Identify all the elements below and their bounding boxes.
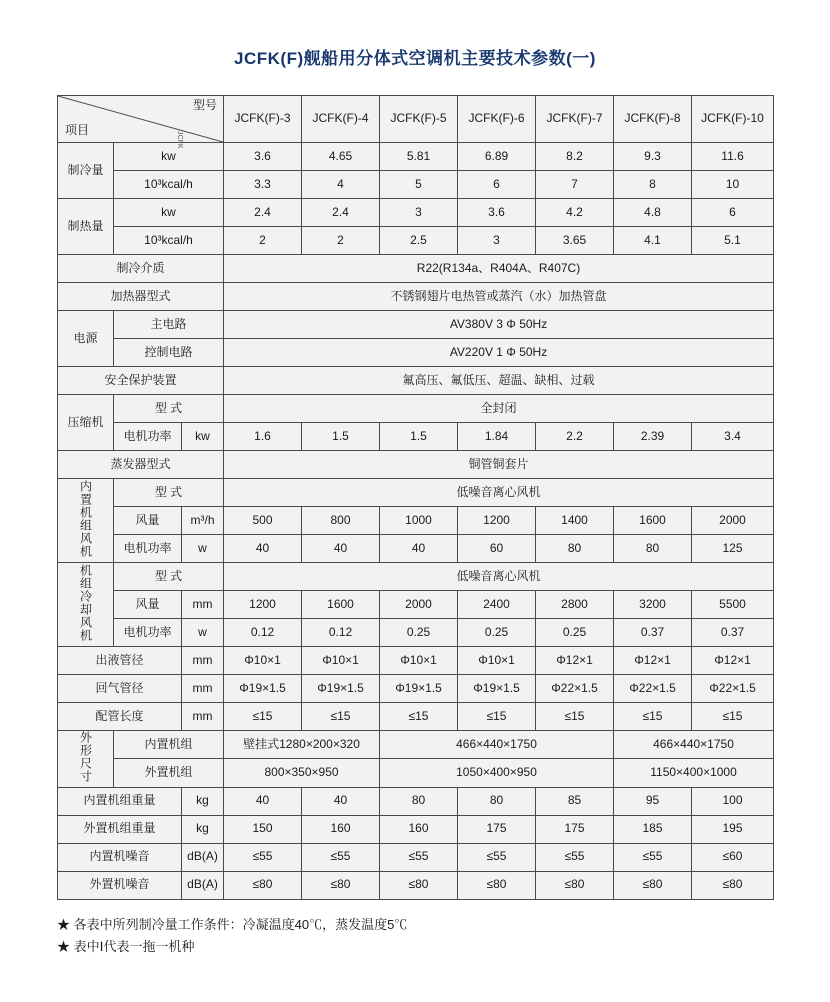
cell-safety: 氟高压、氟低压、超温、缺相、过载: [224, 367, 774, 395]
cell: ≤15: [302, 703, 380, 731]
cell: 1600: [614, 507, 692, 535]
cell: ≤80: [224, 871, 302, 899]
model-header-4: JCFK(F)-7: [536, 96, 614, 143]
unit-indoor-fan-motor: w: [182, 535, 224, 563]
spec-table: [57, 95, 774, 900]
model-header-2: JCFK(F)-5: [380, 96, 458, 143]
table-row: [58, 563, 774, 591]
cell: 0.37: [692, 619, 774, 647]
cell: 0.12: [224, 619, 302, 647]
cell: 6: [692, 199, 774, 227]
cell: Φ22×1.5: [536, 675, 614, 703]
cell: ≤55: [380, 843, 458, 871]
cell: 3.6: [458, 199, 536, 227]
row-label-safety: 安全保护装置: [58, 367, 224, 395]
table-row: [58, 843, 774, 871]
cell-outdoor-dim-0: 800×350×950: [224, 759, 380, 787]
table-header-row: [58, 96, 774, 143]
cell: Φ12×1: [536, 647, 614, 675]
cell: 2: [302, 227, 380, 255]
table-row: [58, 675, 774, 703]
row-label-indoor-noise: 内置机噪音: [58, 843, 182, 871]
cell: Φ19×1.5: [458, 675, 536, 703]
table-row: [58, 367, 774, 395]
cell: 80: [380, 787, 458, 815]
cell: 40: [380, 535, 458, 563]
cell-outdoor-dim-2: 1150×400×1000: [614, 759, 774, 787]
table-row: [58, 815, 774, 843]
cell: 2.2: [536, 423, 614, 451]
cell-cooling-fan-type: 低噪音离心风机: [224, 563, 774, 591]
row-label-indoor-dimensions: 内置机组: [114, 731, 224, 759]
row-group-power-supply: 电源: [58, 311, 114, 367]
cell: 10: [692, 171, 774, 199]
table-row: [58, 339, 774, 367]
row-label-outdoor-dimensions: 外置机组: [114, 759, 224, 787]
cell: ≤55: [614, 843, 692, 871]
table-row: [58, 871, 774, 899]
cell-indoor-fan-type: 低噪音离心风机: [224, 479, 774, 507]
unit-liquid-pipe: mm: [182, 647, 224, 675]
cell: 3.3: [224, 171, 302, 199]
cell: Φ10×1: [458, 647, 536, 675]
row-label-cooling-fan-motor: 电机功率: [114, 619, 182, 647]
cell: 0.12: [302, 619, 380, 647]
cell-refrigerant: R22(R134a、R404A、R407C): [224, 255, 774, 283]
cell: 40: [224, 535, 302, 563]
dimensions-label: 外形尺寸: [78, 731, 93, 783]
notes-section: [57, 914, 830, 958]
row-label-compressor-motor: 电机功率: [114, 423, 182, 451]
cell: ≤80: [458, 871, 536, 899]
header-model-label: 型号: [193, 98, 218, 112]
cell: 3200: [614, 591, 692, 619]
row-sub-label: kw: [114, 143, 224, 171]
row-label-cooling-fan-air: 风量: [114, 591, 182, 619]
table-row: [58, 199, 774, 227]
table-row: [58, 535, 774, 563]
cell: ≤80: [614, 871, 692, 899]
table-row: [58, 283, 774, 311]
row-label-compressor-type: 型 式: [114, 395, 224, 423]
cell: Φ19×1.5: [224, 675, 302, 703]
cell: 5500: [692, 591, 774, 619]
row-label-cooling-fan-type: 型 式: [114, 563, 224, 591]
cell: 0.25: [536, 619, 614, 647]
cell: 80: [458, 787, 536, 815]
cell: 500: [224, 507, 302, 535]
cell: 2: [224, 227, 302, 255]
table-row: [58, 423, 774, 451]
model-header-6: JCFK(F)-10: [692, 96, 774, 143]
cell: Φ10×1: [224, 647, 302, 675]
cell: ≤55: [302, 843, 380, 871]
cell: ≤80: [692, 871, 774, 899]
table-row: [58, 255, 774, 283]
cell: 4.8: [614, 199, 692, 227]
cell: Φ22×1.5: [614, 675, 692, 703]
cell-indoor-dim-0: 壁挂式1280×200×320: [224, 731, 380, 759]
cell: 3: [458, 227, 536, 255]
cell: 8: [614, 171, 692, 199]
cell: 160: [302, 815, 380, 843]
cell: ≤15: [614, 703, 692, 731]
cell: ≤15: [536, 703, 614, 731]
table-row: [58, 619, 774, 647]
cell: 7: [536, 171, 614, 199]
cell: 2.4: [302, 199, 380, 227]
row-sub-label: 10³kcal/h: [114, 227, 224, 255]
cell-evaporator: 铜管铜套片: [224, 451, 774, 479]
model-header-0: JCFK(F)-3: [224, 96, 302, 143]
cell: 85: [536, 787, 614, 815]
cell: 1600: [302, 591, 380, 619]
cell: 125: [692, 535, 774, 563]
table-row: [58, 479, 774, 507]
cell: 95: [614, 787, 692, 815]
row-group-cooling-capacity: 制冷量: [58, 143, 114, 199]
table-row: [58, 227, 774, 255]
cell-main-circuit: AV380V 3 Φ 50Hz: [224, 311, 774, 339]
row-label-gas-pipe: 回气管径: [58, 675, 182, 703]
cell: 100: [692, 787, 774, 815]
cell: ≤15: [224, 703, 302, 731]
cell: 2000: [692, 507, 774, 535]
cell: ≤55: [458, 843, 536, 871]
cell: 1.84: [458, 423, 536, 451]
cell: 0.37: [614, 619, 692, 647]
cell: 2400: [458, 591, 536, 619]
cell: ≤15: [692, 703, 774, 731]
row-label-indoor-fan-type: 型 式: [114, 479, 224, 507]
cell: 1200: [458, 507, 536, 535]
cell: 3.4: [692, 423, 774, 451]
cell: 5.1: [692, 227, 774, 255]
note-item: ★ 表中Ⅰ代表一拖一机种: [57, 938, 195, 954]
cell: 80: [536, 535, 614, 563]
cell: 0.25: [458, 619, 536, 647]
cell: 1200: [224, 591, 302, 619]
cell: 0.25: [380, 619, 458, 647]
cell: 150: [224, 815, 302, 843]
unit-pipe-length: mm: [182, 703, 224, 731]
cell: Φ12×1: [692, 647, 774, 675]
cell: 40: [302, 787, 380, 815]
row-label-outdoor-noise: 外置机噪音: [58, 871, 182, 899]
row-sub-label: kw: [114, 199, 224, 227]
cell: 3.65: [536, 227, 614, 255]
cell: 60: [458, 535, 536, 563]
cell: Φ19×1.5: [302, 675, 380, 703]
cell: 1.6: [224, 423, 302, 451]
cell: Φ12×1: [614, 647, 692, 675]
unit-indoor-fan-air: m³/h: [182, 507, 224, 535]
cell: 4.1: [614, 227, 692, 255]
unit-cooling-fan-air: mm: [182, 591, 224, 619]
model-header-3: JCFK(F)-6: [458, 96, 536, 143]
cell: 2800: [536, 591, 614, 619]
row-label-indoor-weight: 内置机组重量: [58, 787, 182, 815]
cell: Φ19×1.5: [380, 675, 458, 703]
cell-compressor-type: 全封闭: [224, 395, 774, 423]
watermark-text: JCFK: [176, 131, 183, 149]
row-sub-label: 10³kcal/h: [114, 171, 224, 199]
cell-heater-type: 不锈钢翅片电热管或蒸汽（水）加热管盘: [224, 283, 774, 311]
table-row: [58, 759, 774, 787]
cell: ≤15: [380, 703, 458, 731]
header-item-label: 项目: [65, 123, 90, 138]
cell: 5: [380, 171, 458, 199]
table-row: [58, 395, 774, 423]
table-row: [58, 143, 774, 171]
row-label-heater-type: 加热器型式: [58, 283, 224, 311]
cell-indoor-dim-1: 466×440×1750: [380, 731, 614, 759]
row-label-main-circuit: 主电路: [114, 311, 224, 339]
cell: 4.2: [536, 199, 614, 227]
cell: Φ10×1: [302, 647, 380, 675]
cell: Φ10×1: [380, 647, 458, 675]
cell: 2000: [380, 591, 458, 619]
cell: 4: [302, 171, 380, 199]
row-group-heating-capacity: 制热量: [58, 199, 114, 255]
page-title: JCFK(F)舰船用分体式空调机主要技术参数(一): [234, 49, 596, 68]
model-header-1: JCFK(F)-4: [302, 96, 380, 143]
unit-gas-pipe: mm: [182, 675, 224, 703]
model-header-5: JCFK(F)-8: [614, 96, 692, 143]
cell: 1400: [536, 507, 614, 535]
unit-indoor-weight: kg: [182, 787, 224, 815]
cell: 40: [302, 535, 380, 563]
cell: ≤80: [536, 871, 614, 899]
table-row: [58, 731, 774, 759]
cell: Φ22×1.5: [692, 675, 774, 703]
table-row: [58, 507, 774, 535]
row-group-cooling-fan: [58, 563, 114, 647]
cell: ≤80: [380, 871, 458, 899]
cell: ≤55: [224, 843, 302, 871]
cell: 80: [614, 535, 692, 563]
unit-compressor-motor: kw: [182, 423, 224, 451]
cell: 1.5: [380, 423, 458, 451]
table-row: [58, 787, 774, 815]
unit-outdoor-noise: dB(A): [182, 871, 224, 899]
cell: 6.89: [458, 143, 536, 171]
cell: 185: [614, 815, 692, 843]
cell: 2.4: [224, 199, 302, 227]
table-row: [58, 451, 774, 479]
row-label-indoor-fan-air: 风量: [114, 507, 182, 535]
cell: 3.6: [224, 143, 302, 171]
header-corner-cell: [58, 96, 224, 143]
cell: ≤80: [302, 871, 380, 899]
table-row: [58, 591, 774, 619]
unit-indoor-noise: dB(A): [182, 843, 224, 871]
indoor-fan-label: 内置机组风机: [78, 479, 93, 558]
cell: 9.3: [614, 143, 692, 171]
cell: 6: [458, 171, 536, 199]
cell: 8.2: [536, 143, 614, 171]
cell: 11.6: [692, 143, 774, 171]
cell: ≤55: [536, 843, 614, 871]
cell: ≤15: [458, 703, 536, 731]
row-label-liquid-pipe: 出液管径: [58, 647, 182, 675]
cell: 175: [536, 815, 614, 843]
unit-cooling-fan-motor: w: [182, 619, 224, 647]
cell-outdoor-dim-1: 1050×400×950: [380, 759, 614, 787]
cell: 40: [224, 787, 302, 815]
cell: 1000: [380, 507, 458, 535]
cell: 3: [380, 199, 458, 227]
table-row: [58, 647, 774, 675]
table-row: [58, 311, 774, 339]
table-row: [58, 171, 774, 199]
row-label-outdoor-weight: 外置机组重量: [58, 815, 182, 843]
row-group-compressor: 压缩机: [58, 395, 114, 451]
row-label-refrigerant: 制冷介质: [58, 255, 224, 283]
cell: 4.65: [302, 143, 380, 171]
unit-outdoor-weight: kg: [182, 815, 224, 843]
cell: 160: [380, 815, 458, 843]
cell: 2.5: [380, 227, 458, 255]
table-row: [58, 703, 774, 731]
row-label-indoor-fan-motor: 电机功率: [114, 535, 182, 563]
row-label-control-circuit: 控制电路: [114, 339, 224, 367]
row-group-dimensions: [58, 731, 114, 788]
row-group-indoor-fan: [58, 479, 114, 563]
cell: 175: [458, 815, 536, 843]
cell: 2.39: [614, 423, 692, 451]
cell-indoor-dim-2: 466×440×1750: [614, 731, 774, 759]
cell: 800: [302, 507, 380, 535]
cooling-fan-label: 机组冷却风机: [78, 563, 93, 642]
spec-table-container: [57, 95, 773, 900]
cell: 195: [692, 815, 774, 843]
row-label-pipe-length: 配管长度: [58, 703, 182, 731]
note-item: ★ 各表中所列制冷量工作条件：冷凝温度40℃，蒸发温度5℃: [57, 916, 408, 932]
cell-control-circuit: AV220V 1 Φ 50Hz: [224, 339, 774, 367]
row-label-evaporator: 蒸发器型式: [58, 451, 224, 479]
cell: ≤60: [692, 843, 774, 871]
cell: 1.5: [302, 423, 380, 451]
cell: 5.81: [380, 143, 458, 171]
